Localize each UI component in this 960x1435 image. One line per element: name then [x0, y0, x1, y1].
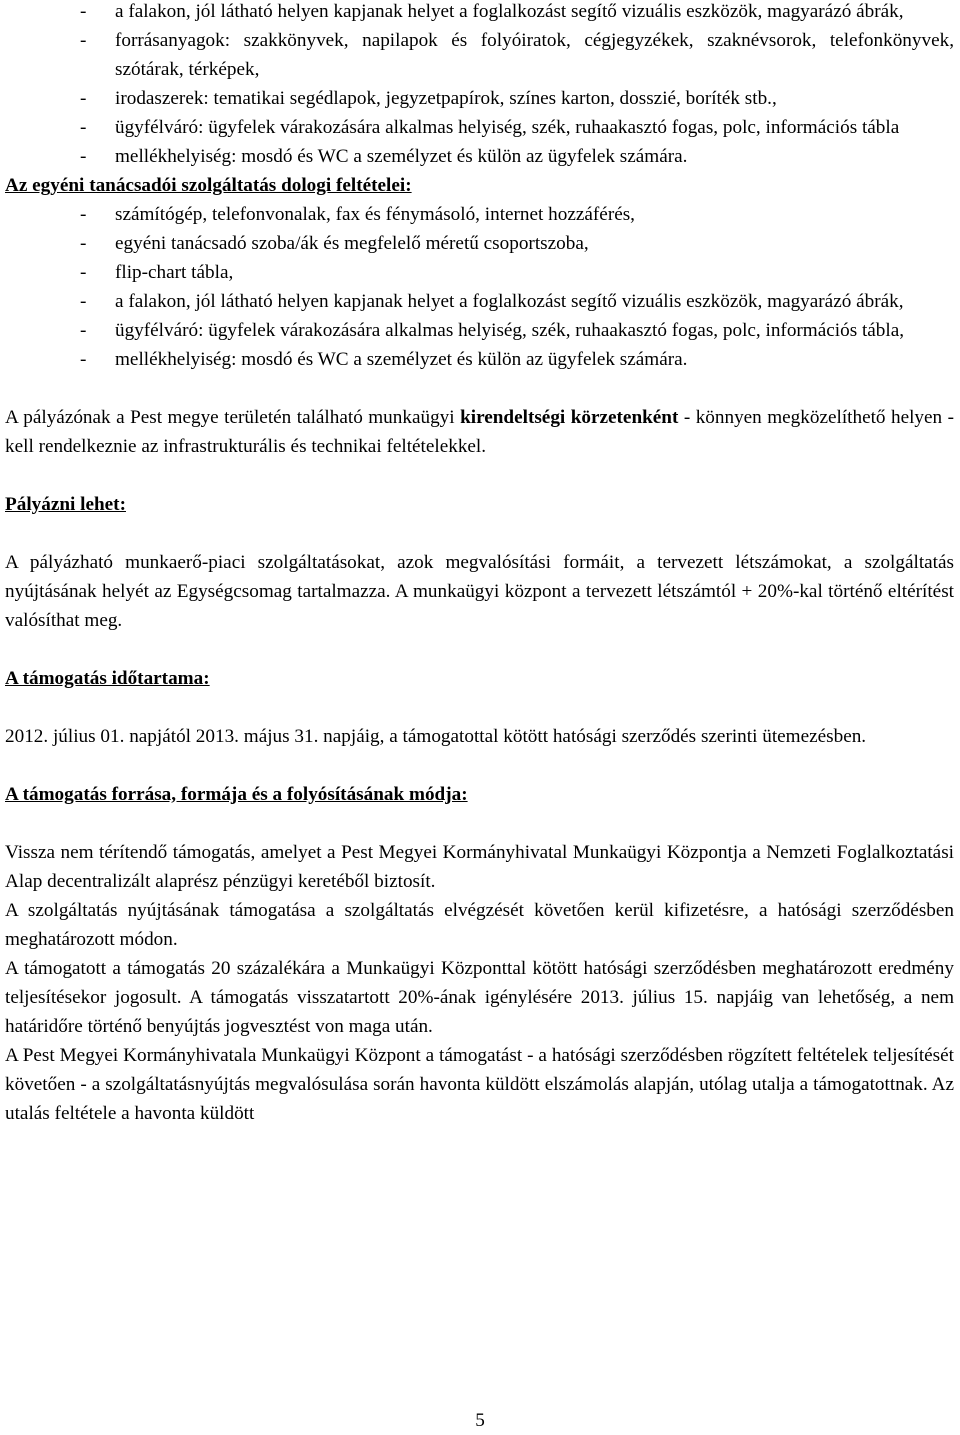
list-item-text: flip-chart tábla,	[115, 262, 234, 283]
list-dash: -	[80, 117, 87, 138]
page-content	[5, 0, 954, 1128]
list-item	[5, 316, 954, 345]
list-item-text: mellékhelyiség: mosdó és WC a személyzet és külön az ügyfelek számára.	[115, 349, 688, 370]
list-item	[5, 84, 954, 113]
section-heading-dologi: Az egyéni tanácsadói szolgáltatás dologi feltételei:	[5, 175, 412, 196]
list-dash: -	[80, 88, 87, 109]
infra-text-2: - könnyen megközelíthető helyen - kell rendelkeznie az infrastrukturális és technikai feltételekkel.	[5, 407, 954, 457]
equipment-list	[5, 0, 954, 171]
list-item-text: forrásanyagok: szakkönyvek, napilapok és folyóiratok, cégjegyzékek, szaknévsorok, telefonkönyvek, szótárak, térképek,	[115, 30, 954, 80]
list-item	[5, 345, 954, 374]
list-item-text: ügyfélváró: ügyfelek várakozására alkalmas helyiség, szék, ruhaakasztó fogas, polc, információs tábla	[115, 117, 900, 138]
list-item	[5, 0, 954, 26]
list-dash: -	[80, 349, 87, 370]
list-dash: -	[80, 291, 87, 312]
list-dash: -	[80, 233, 87, 254]
list-item	[5, 287, 954, 316]
list-item	[5, 200, 954, 229]
infrastructure-paragraph	[5, 403, 954, 461]
list-item-text: a falakon, jól látható helyen kapjanak helyet a foglalkozást segítő vizuális eszközök, magyarázó ábrák,	[115, 1, 904, 22]
forras-paragraph: A szolgáltatás nyújtásának támogatása a szolgáltatás elvégzését követően kerül kifizetésre, a hatósági szerződésben meghatározott módon.	[5, 900, 954, 950]
list-item	[5, 229, 954, 258]
infra-text-1: A pályázónak a Pest megye területén található munkaügyi	[5, 407, 461, 428]
list-item	[5, 113, 954, 142]
section-heading-palyazni: Pályázni lehet:	[5, 494, 126, 515]
palyazni-paragraph: A pályázható munkaerő-piaci szolgáltatásokat, azok megvalósítási formáit, a tervezett létszámokat, a szolgáltatás nyújtásának helyét az Egységcsomag tartalmazza. A munkaügyi központ a tervezett létszámtól + 20%-kal történő eltérítést valósíthat meg.	[5, 552, 954, 631]
list-item-text: mellékhelyiség: mosdó és WC a személyzet és külön az ügyfelek számára.	[115, 146, 688, 167]
list-dash: -	[80, 204, 87, 225]
list-item	[5, 26, 954, 84]
list-item-text: számítógép, telefonvonalak, fax és fénymásoló, internet hozzáférés,	[115, 204, 635, 225]
list-item-text: irodaszerek: tematikai segédlapok, jegyzetpapírok, színes karton, dosszié, boríték stb.,	[115, 88, 777, 109]
infra-bold-text: kirendeltségi körzetenként	[460, 407, 679, 428]
list-dash: -	[80, 320, 87, 341]
section-heading-forras: A támogatás forrása, formája és a folyósításának módja:	[5, 784, 468, 805]
list-item-text: a falakon, jól látható helyen kapjanak helyet a foglalkozást segítő vizuális eszközök, magyarázó ábrák,	[115, 291, 904, 312]
list-dash: -	[80, 1, 87, 22]
page-number: 5	[475, 1410, 485, 1431]
section-heading-idotartam: A támogatás időtartama:	[5, 668, 210, 689]
list-dash: -	[80, 262, 87, 283]
list-item	[5, 258, 954, 287]
list-item	[5, 142, 954, 171]
material-conditions-list	[5, 200, 954, 374]
forras-paragraph: A támogatott a támogatás 20 százalékára a Munkaügyi Központtal kötött hatósági szerződésben meghatározott eredmény teljesítésekor jogosult. A támogatás visszatartott 20%-ának igénylésére 2013. július 15. napjáig van lehetőség, a nem határidőre történő benyújtás jogvesztést von maga után.	[5, 958, 954, 1037]
list-dash: -	[80, 30, 87, 51]
idotartam-paragraph: 2012. július 01. napjától 2013. május 31. napjáig, a támogatottal kötött hatósági szerződés szerinti ütemezésben.	[5, 726, 867, 747]
list-item-text: ügyfélváró: ügyfelek várakozására alkalmas helyiség, szék, ruhaakasztó fogas, polc, információs tábla,	[115, 320, 905, 341]
forras-paragraph: A Pest Megyei Kormányhivatala Munkaügyi Központ a támogatást - a hatósági szerződésben rögzített feltételek teljesítését követően - a szolgáltatásnyújtás megvalósulása során havonta küldött elszámolás alapján, utólag utalja a támogatottnak. Az utalás feltétele a havonta küldött	[5, 1045, 954, 1124]
list-item-text: egyéni tanácsadó szoba/ák és megfelelő méretű csoportszoba,	[115, 233, 589, 254]
forras-paragraph: Vissza nem térítendő támogatás, amelyet a Pest Megyei Kormányhivatal Munkaügyi Központja a Nemzeti Foglalkoztatási Alap decentralizált alaprész pénzügyi keretéből biztosít.	[5, 842, 954, 892]
list-dash: -	[80, 146, 87, 167]
